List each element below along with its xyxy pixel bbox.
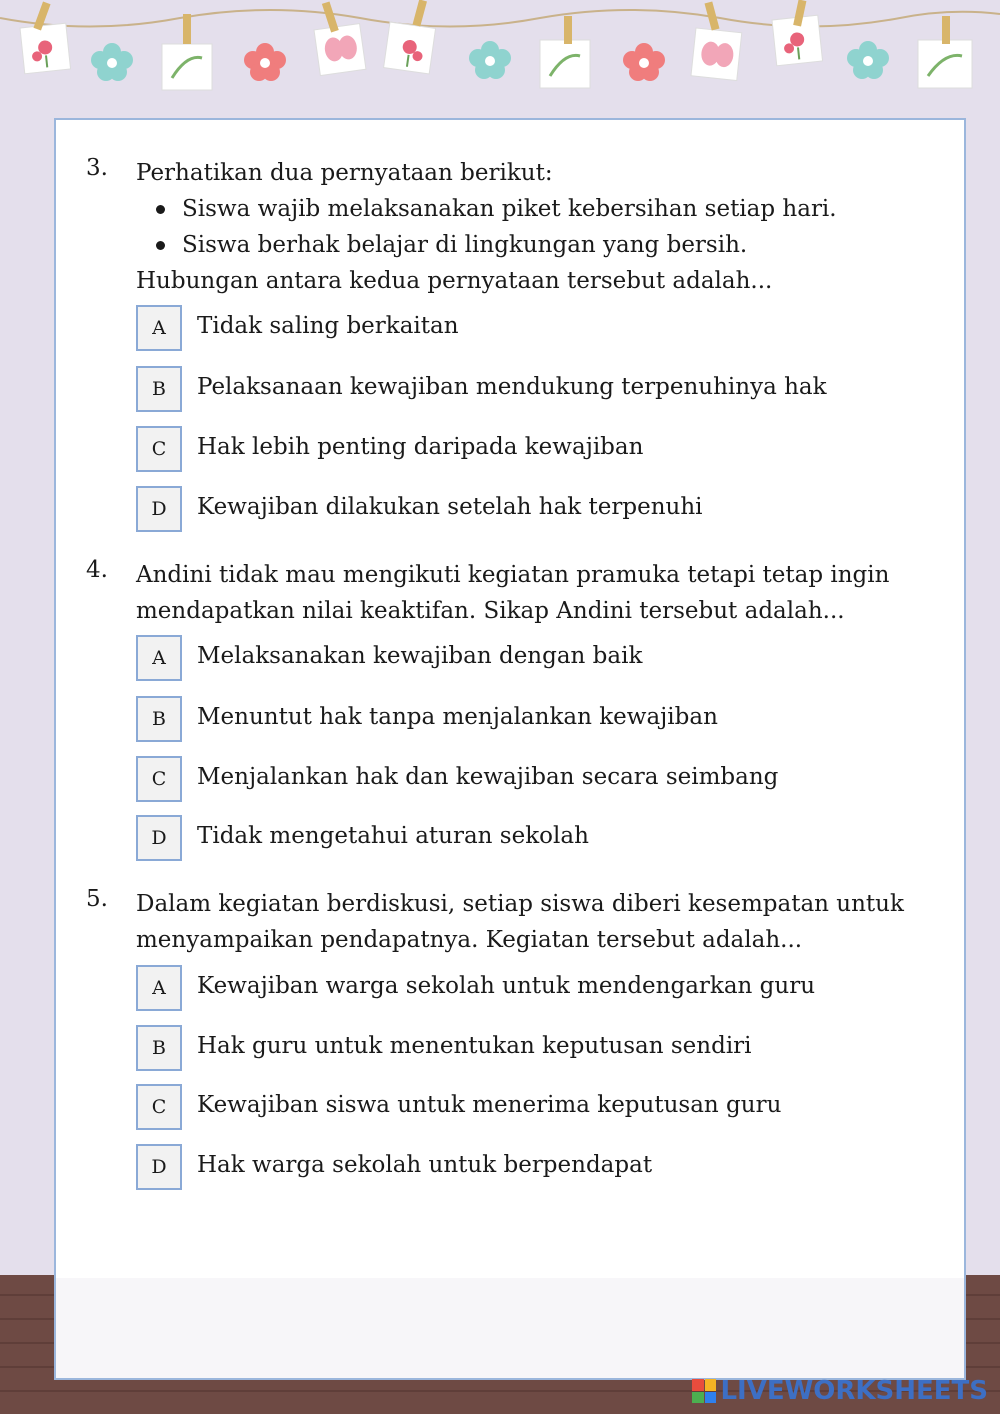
option-d[interactable] [136, 486, 936, 536]
option-b[interactable] [136, 696, 936, 746]
paper-footer-area [56, 1278, 964, 1378]
option-a[interactable] [136, 305, 936, 355]
photo-card-butterfly-icon [691, 28, 742, 81]
pink-flower-icon [623, 43, 665, 81]
watermark-text: LIVEWORKSHEETS [720, 1376, 988, 1406]
question-number: 5. [86, 886, 108, 912]
teal-flower-icon [469, 41, 511, 79]
pink-flower-icon [244, 43, 286, 81]
logo-tile [692, 1379, 704, 1391]
option-c[interactable] [136, 1084, 936, 1134]
option-text: Kewajiban dilakukan setelah hak terpenuhi [197, 494, 703, 520]
photo-card-flowers-icon [20, 23, 71, 74]
option-letter-box[interactable]: D [136, 486, 182, 532]
option-text: Menjalankan hak dan kewajiban secara seimbang [197, 764, 779, 790]
option-text: Hak lebih penting daripada kewajiban [197, 434, 644, 460]
photo-card-flowers-icon [384, 22, 436, 74]
option-c[interactable] [136, 756, 936, 806]
option-letter-box[interactable]: B [136, 1025, 182, 1071]
garland-decoration [0, 0, 1000, 100]
option-text: Hak guru untuk menentukan keputusan sendiri [197, 1033, 752, 1059]
teal-flower-icon [91, 43, 133, 81]
option-text: Kewajiban warga sekolah untuk mendengarkan guru [197, 973, 816, 999]
option-letter-box[interactable]: B [136, 366, 182, 412]
question-text [136, 155, 936, 299]
logo-tile [692, 1392, 704, 1404]
option-a[interactable] [136, 635, 936, 685]
option-letter-box[interactable]: A [136, 635, 182, 681]
question-text: Andini tidak mau mengikuti kegiatan pramuka tetapi tetap ingin mendapatkan nilai keaktifan. Sikap Andini tersebut adalah... [136, 562, 890, 624]
logo-tile [705, 1392, 717, 1404]
option-d[interactable] [136, 1144, 936, 1194]
option-text: Pelaksanaan kewajiban mendukung terpenuhinya hak [197, 374, 827, 400]
option-letter-box[interactable]: D [136, 1144, 182, 1190]
photo-card-butterfly-icon [314, 24, 366, 76]
option-letter-box[interactable]: C [136, 426, 182, 472]
photo-card-leaves-icon [918, 40, 972, 88]
photo-card-leaves-icon [162, 44, 212, 90]
statement-item: Siswa wajib melaksanakan piket kebersihan setiap hari. [136, 191, 936, 227]
option-c[interactable] [136, 426, 936, 476]
option-b[interactable] [136, 366, 936, 416]
option-text: Melaksanakan kewajiban dengan baik [197, 643, 643, 669]
question-prompt: Hubungan antara kedua pernyataan tersebut adalah... [136, 268, 773, 294]
liveworksheets-logo-icon [692, 1379, 716, 1403]
option-letter-box[interactable]: A [136, 305, 182, 351]
statement-list [136, 191, 936, 263]
option-letter-box[interactable]: A [136, 965, 182, 1011]
option-text: Tidak saling berkaitan [197, 313, 459, 339]
photo-card-leaves-icon [540, 40, 590, 88]
option-letter-box[interactable]: C [136, 756, 182, 802]
option-d[interactable] [136, 815, 936, 865]
statement-item: Siswa berhak belajar di lingkungan yang bersih. [136, 227, 936, 263]
option-b[interactable] [136, 1025, 936, 1075]
option-text: Tidak mengetahui aturan sekolah [197, 823, 589, 849]
option-letter-box[interactable]: C [136, 1084, 182, 1130]
question-stem: Perhatikan dua pernyataan berikut: [136, 160, 553, 186]
option-text: Kewajiban siswa untuk menerima keputusan guru [197, 1092, 782, 1118]
logo-tile [705, 1379, 717, 1391]
liveworksheets-watermark [692, 1376, 988, 1406]
option-text: Menuntut hak tanpa menjalankan kewajiban [197, 704, 718, 730]
option-letter-box[interactable]: B [136, 696, 182, 742]
option-a[interactable] [136, 965, 936, 1015]
question-text: Dalam kegiatan berdiskusi, setiap siswa diberi kesempatan untuk menyampaikan pendapatnya. Kegiatan tersebut adalah... [136, 891, 904, 953]
option-text: Hak warga sekolah untuk berpendapat [197, 1152, 653, 1178]
option-letter-box[interactable]: D [136, 815, 182, 861]
question-number: 3. [86, 155, 108, 181]
question-number: 4. [86, 557, 108, 583]
teal-flower-icon [847, 41, 889, 79]
